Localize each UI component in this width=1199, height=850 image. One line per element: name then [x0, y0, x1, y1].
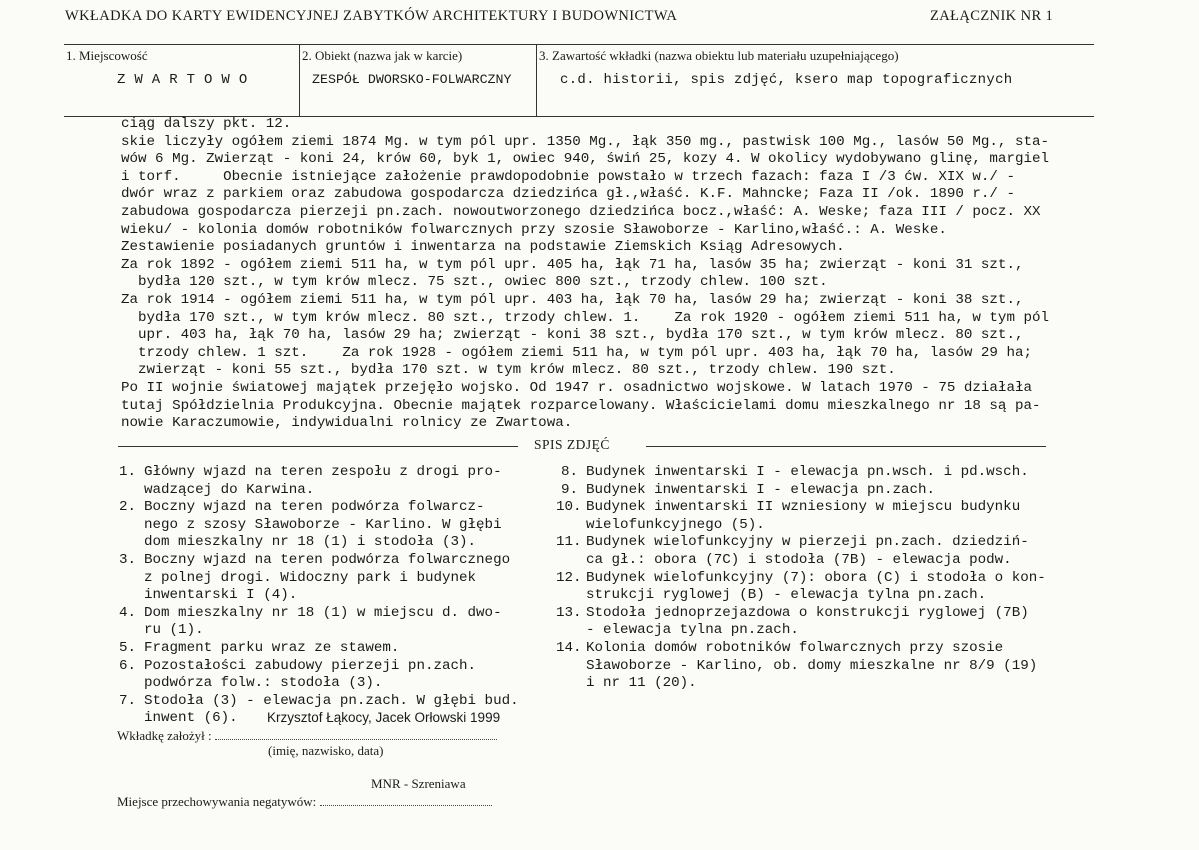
photo-list-item: [556, 640, 1076, 693]
photo-description-line: Budynek inwentarski II wzniesiony w miejscu budynku: [586, 499, 1021, 516]
photo-number: 7.: [118, 692, 136, 709]
photo-description-line: podwórza folw.: stodoła (3).: [144, 675, 383, 692]
photo-description-line: Stodoła jednoprzejazdowa o konstrukcji ryglowej (7B): [586, 604, 1029, 621]
photo-description-line: Budynek inwentarski I - elewacja pn.wsch. i pd.wsch.: [586, 464, 1029, 480]
photo-number: 6.: [118, 657, 136, 674]
photo-description-line: inwentarski I (4).: [144, 587, 298, 604]
photo-description-line: wadzącej do Karwina.: [144, 481, 315, 498]
author-names: Krzysztof Łąkocy, Jacek Orłowski 1999: [267, 710, 501, 725]
photo-list-left: [114, 464, 544, 728]
body-line: upr. 403 ha, łąk 70 ha, lasów 29 ha; zwierząt - koni 38 szt., bydła 170 szt., w tym krów mlecz. 80 szt.,: [121, 327, 1024, 344]
photo-number: 11.: [556, 534, 582, 551]
photo-number: 1.: [118, 464, 136, 480]
photo-description-line: - elewacja tylna pn.zach.: [586, 622, 799, 639]
grid-top-rule: [64, 44, 1094, 45]
photo-description-line: Kolonia domów robotników folwarcznych przy szosie: [586, 639, 1004, 656]
photo-list-item: [114, 552, 544, 605]
body-line: bydła 120 szt., w tym krów mlecz. 75 szt., owiec 800 szt., trzody chlew. 100 szt.: [121, 274, 828, 291]
photo-description-line: nego z szosy Sławoborze - Karlino. W głębi: [144, 516, 502, 533]
compiled-by-dotted-line: [215, 728, 497, 740]
photo-list-item: [114, 605, 544, 640]
body-line: i torf. Obecnie istniejące założenie prawdopodobnie powstało w trzech fazach: faza I /3 ćw. XIX w./ -: [121, 168, 1015, 185]
body-line: tutaj Spółdzielnia Produkcyjna. Obecnie majątek rozparcelowany. Właścicielami domu mieszkalnego nr 18 są pa-: [121, 397, 1041, 414]
photo-description-line: Budynek inwentarski I - elewacja pn.zach.: [586, 481, 936, 498]
body-line: ciąg dalszy pkt. 12.: [121, 116, 292, 132]
body-line: nowie Karaczumowie, indywidualni rolnicy ze Zwartowa.: [121, 415, 573, 432]
photo-list-item: [556, 464, 1076, 482]
institution-name: MNR - Szreniawa: [371, 776, 466, 791]
photo-description-line: ca gł.: obora (7C) i stodoła (7B) - elewacja podw.: [586, 551, 1012, 568]
contents-label: 3. Zawartość wkładki (nazwa obiektu lub materiału uzupełniającego): [539, 48, 899, 63]
photo-list-right: [556, 464, 1076, 693]
photo-description-line: Boczny wjazd na teren podwórza folwarcznego: [144, 551, 511, 568]
photo-description-line: strukcji ryglowej (B) - elewacja tylna pn.zach.: [586, 587, 987, 604]
photo-description-line: Fragment parku wraz ze stawem.: [144, 639, 400, 656]
body-line: wów 6 Mg. Zwierząt - koni 24, krów 60, byk 1, owiec 940, świń 25, kozy 4. W okolicy wydobywano glinę, margiel: [121, 151, 1050, 168]
photo-description-line: z polnej drogi. Widoczny park i budynek: [144, 569, 477, 586]
body-line: Zestawienie posiadanych gruntów i inwentarza na podstawie Ziemskich Ksiąg Adresowych.: [121, 239, 845, 256]
place-value: Z W A R T O W O: [117, 72, 248, 88]
section-rule-left: [118, 446, 518, 447]
photo-description-line: Budynek wielofunkcyjny w pierzeji pn.zach. dziedziń-: [586, 534, 1029, 551]
photo-list-item: [114, 640, 544, 658]
photo-description-line: inwent (6).: [144, 710, 238, 727]
photo-number: 10.: [556, 499, 582, 516]
body-line: bydła 170 szt., w tym krów mlecz. 80 szt., trzody chlew. 1. Za rok 1920 - ogółem ziemi 511 ha, w tym pól: [121, 309, 1050, 326]
history-continuation-text: [121, 116, 1121, 433]
photo-number: 3.: [118, 551, 136, 568]
photo-list-item: [114, 499, 544, 552]
compiled-by-caption: (imię, nazwisko, data): [268, 743, 384, 758]
photo-description-line: Budynek wielofunkcyjny (7): obora (C) i stodoła o kon-: [586, 569, 1046, 586]
contents-value: c.d. historii, spis zdjęć, ksero map topograficznych: [560, 72, 1013, 88]
form-title: WKŁADKA DO KARTY EWIDENCYJNEJ ZABYTKÓW ARCHITEKTURY I BUDOWNICTWA: [65, 8, 678, 24]
photo-number: 2.: [118, 499, 136, 516]
photo-list-item: [556, 482, 1076, 500]
photo-number: 9.: [560, 481, 578, 498]
photo-list-item: [114, 464, 544, 499]
photo-number: 8.: [560, 464, 578, 480]
photo-list-item: [556, 534, 1076, 569]
photo-description-line: Boczny wjazd na teren podwórza folwarcz-: [144, 499, 485, 516]
photo-number: 13.: [556, 604, 582, 621]
compiled-by-label: [117, 728, 497, 744]
photo-description-line: Sławoborze - Karlino, ob. domy mieszkalne nr 8/9 (19): [586, 657, 1038, 674]
grid-divider-2: [536, 44, 537, 116]
photo-number: 4.: [118, 604, 136, 621]
photos-section-title: SPIS ZDJĘĆ: [534, 437, 610, 452]
body-line: Za rok 1914 - ogółem ziemi 511 ha, w tym pól upr. 403 ha, łąk 70 ha, lasów 29 ha; zwierząt - koni 38 szt.,: [121, 291, 1024, 308]
object-label: 2. Obiekt (nazwa jak w karcie): [302, 48, 463, 63]
object-value: ZESPÓŁ DWORSKO-FOLWARCZNY: [312, 72, 512, 87]
negatives-label: Miejsce przechowywania negatywów:: [117, 794, 317, 809]
negatives-dotted-line: [320, 794, 492, 806]
photo-number: 12.: [556, 569, 582, 586]
photo-list-item: [556, 605, 1076, 640]
body-line: skie liczyły ogółem ziemi 1874 Mg. w tym pól upr. 1350 Mg., łąk 350 mg., pastwisk 100 Mg., lasów 50 Mg., sta-: [121, 133, 1050, 150]
photo-description-line: Stodoła (3) - elewacja pn.zach. W głębi bud.: [144, 692, 519, 709]
photo-description-line: wielofunkcyjnego (5).: [586, 516, 765, 533]
place-label: 1. Miejscowość: [66, 48, 148, 63]
photo-description-line: Dom mieszkalny nr 18 (1) w miejscu d. dwo-: [144, 604, 502, 621]
photo-description-line: ru (1).: [144, 622, 204, 639]
photo-description-line: dom mieszkalny nr 18 (1) i stodoła (3).: [144, 534, 477, 551]
photo-number: 14.: [556, 639, 582, 656]
negatives-location: [117, 794, 492, 810]
body-line: Po II wojnie światowej majątek przejęło wojsko. Od 1947 r. osadnictwo wojskowe. W latach 1970 - 75 działała: [121, 379, 1032, 396]
grid-divider-1: [299, 44, 300, 116]
compiled-by-text: Wkładkę założył :: [117, 728, 212, 743]
body-line: zabudowa gospodarcza pierzeji pn.zach. nowoutworzonego dziedzińca bocz.,właść: A. Weske; faza III / pocz. XX: [121, 203, 1041, 220]
body-line: wieku/ - kolonia domów robotników folwarcznych przy szosie Sławoborze - Karlino,właść.: A. Weske.: [121, 221, 947, 238]
body-line: zwierząt - koni 55 szt., bydła 170 szt. w tym krów mlecz. 80 szt., trzody chlew. 190 szt.: [121, 362, 896, 379]
body-line: trzody chlew. 1 szt. Za rok 1928 - ogółem ziemi 511 ha, w tym pól upr. 403 ha, łąk 70 ha, lasów 29 ha;: [121, 344, 1032, 361]
photo-description-line: Pozostałości zabudowy pierzeji pn.zach.: [144, 657, 477, 674]
photo-list-item: [556, 499, 1076, 534]
attachment-number: ZAŁĄCZNIK NR 1: [930, 8, 1054, 24]
photo-number: 5.: [118, 639, 136, 656]
photo-description-line: i nr 11 (20).: [586, 675, 697, 692]
photo-description-line: Główny wjazd na teren zespołu z drogi pro-: [144, 464, 502, 480]
section-rule-right: [646, 446, 1046, 447]
body-line: dwór wraz z parkiem oraz zabudowa gospodarcza dziedzińca gł.,właść. K.F. Mahncke; Faza II /ok. 1890 r./ -: [121, 186, 1015, 203]
photo-list-item: [114, 658, 544, 693]
body-line: Za rok 1892 - ogółem ziemi 511 ha, w tym pól upr. 405 ha, łąk 71 ha, lasów 35 ha; zwierząt - koni 31 szt.,: [121, 256, 1024, 273]
photo-list-item: [556, 570, 1076, 605]
